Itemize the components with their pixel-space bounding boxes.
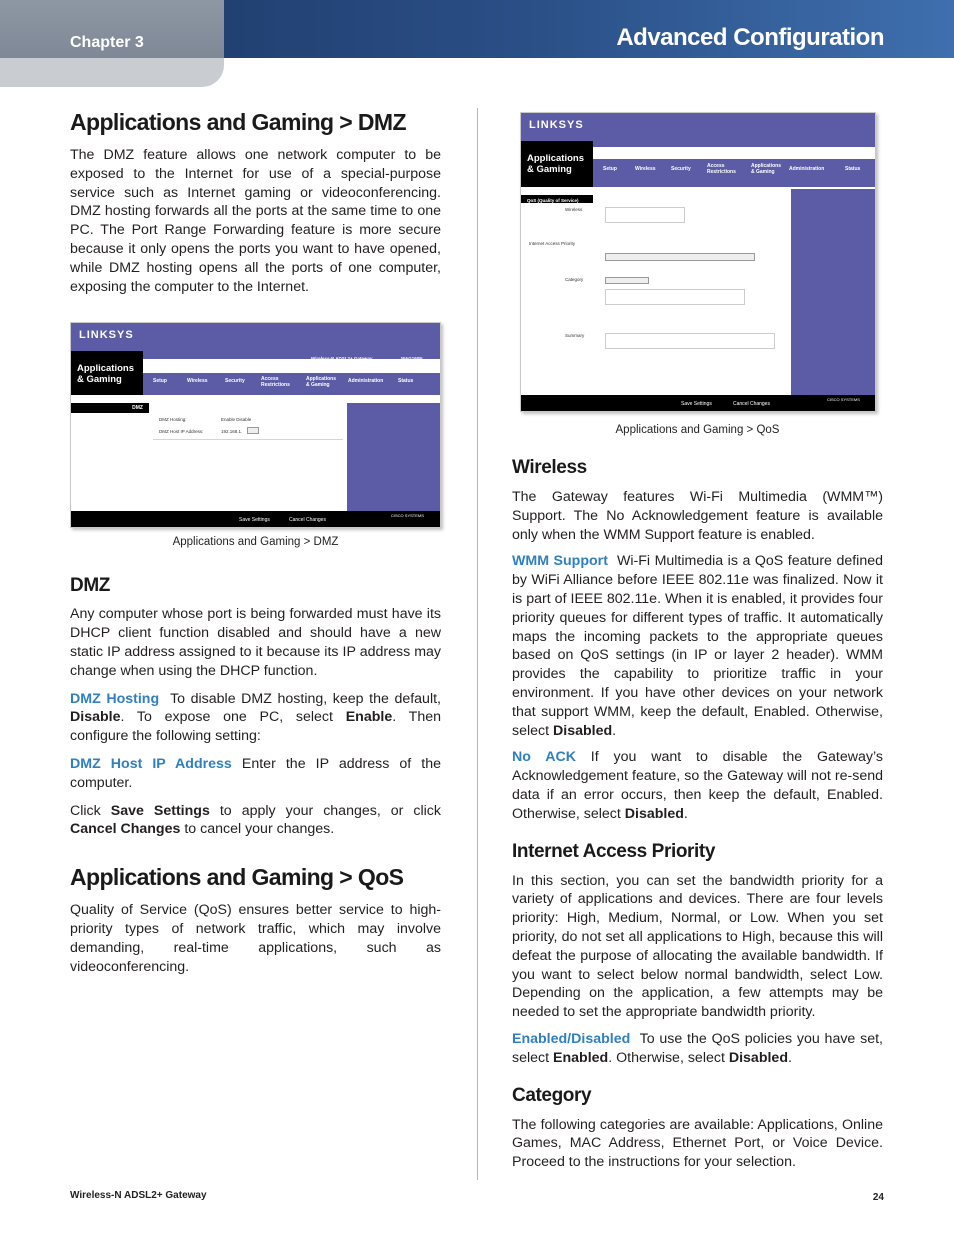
click-para <box>70 802 441 840</box>
page-title: Advanced Configuration <box>616 24 884 51</box>
qos-label-category: Category <box>565 277 584 282</box>
qos-heading: Applications and Gaming > QoS <box>70 864 404 891</box>
dmz-hosting-opts[interactable]: Enable Disable <box>221 417 252 423</box>
dmz-intro: The DMZ feature allows one network computer to be exposed to the Internet for use of a special-purpose service such as Internet gaming or videoconferencing. DMZ hosting forwards all the ports at the same time to one PC. The Port Range Forwarding feature is more secure because it only opens the ports you want to have opened, while DMZ hosting opens all the ports of one computer, exposing the computer to the Internet. <box>70 147 441 295</box>
side-label-2: QoS (Quality of Service) <box>527 198 579 203</box>
qos-label-iap: Internet Access Priority <box>529 241 576 246</box>
wmm-text: Wi-Fi Multimedia is a QoS feature defined by WiFi Alliance before IEEE 802.11e was finalized. Now it is part of IEEE 802.11e. When it is enabled, it provides four priority queues for different types of traffic. It automatically maps the incoming packets to the appropriate queues based on QoS settings (in IP or layer 2 header). WMM provides the capability to prioritize traffic in your environment. If you have other devices on your network that support WMM, keep the default, Enabled. Otherwise, select <box>512 553 883 739</box>
click-bold-1: Save Settings <box>110 802 210 819</box>
tab-apps-2[interactable]: Applications & Gaming <box>751 163 782 175</box>
dmz-hosting-text-2: . To expose one PC, select <box>120 709 333 726</box>
wireless-subheading: Wireless <box>512 457 587 478</box>
noack-text: If you want to disable the Gateway’s Acknowledgement feature, so the Gateway will not re-send data if an error occurs, then keep the default, Enabled. Otherwise, select <box>512 749 883 822</box>
tab-security[interactable]: Security <box>225 378 245 385</box>
click-bold-2: Cancel Changes <box>70 821 181 838</box>
model-name-2: WAG160N <box>841 147 863 152</box>
wmm-fields[interactable] <box>605 207 685 223</box>
ed-bold-1: Enabled <box>553 1049 609 1066</box>
tab-apps[interactable]: Applications & Gaming <box>306 376 337 389</box>
tab-access-2[interactable]: Access Restrictions <box>707 163 736 175</box>
product-name: Wireless-N ADSL2+ Gateway <box>311 356 373 362</box>
wmm-para: WMM Support Wi-Fi Multimedia is a QoS feature defined by WiFi Alliance before IEEE 802.11e was finalized. Now it is part of IEEE 802.11e. When it is enabled, it provides four priority queues for different types of traffic. It automatically maps the incoming packets to the appropriate queues based on QoS settings (in IP or layer 2 header). WMM provides the capability to prioritize traffic in your environment. If you have other devices on your network that support WMM, keep the default, Enabled. Otherwise, select Disabled. <box>512 553 883 739</box>
tab-status-2[interactable]: Status <box>845 166 861 172</box>
model-name: WAG160N <box>401 356 423 362</box>
category-select[interactable] <box>605 277 649 284</box>
page-number: 24 <box>872 1192 884 1203</box>
tab-admin-2[interactable]: Administration <box>789 166 825 172</box>
dmz-subheading: DMZ <box>70 575 110 597</box>
cisco-logo: CISCO SYSTEMS <box>391 513 424 519</box>
dmz-hosting-bold-1: Disable <box>70 709 121 726</box>
qos-caption: Applications and Gaming > QoS <box>615 424 780 436</box>
tab-bar-2 <box>593 159 876 187</box>
click-text-2: to apply your changes, or click <box>219 802 441 819</box>
enabled-disabled-para: Enabled/Disabled To use the QoS policies you have set, select Enabled. Otherwise, select Disabled. <box>512 1030 883 1066</box>
summary-table <box>605 333 775 349</box>
ed-text-1: To use the QoS policies you have set, select <box>512 1030 883 1066</box>
dmz-hosting-text-1: To disable DMZ hosting, keep the default, <box>170 690 441 707</box>
qos-screenshot <box>520 112 876 412</box>
dmz-host-ip-term: DMZ Host IP Address <box>70 755 232 772</box>
dmz-hosting-text-3: . Then configure the following setting: <box>70 709 441 745</box>
help-panel-2 <box>791 189 876 395</box>
dmz-heading: Applications and Gaming > DMZ <box>70 109 406 135</box>
save-settings-button-2[interactable]: Save Settings <box>681 401 712 407</box>
chapter-label: Chapter 3 <box>70 34 144 51</box>
dmz-ip-input[interactable] <box>247 427 259 434</box>
qos-label-wireless: Wireless <box>565 207 583 212</box>
cisco-logo-2: CISCO SYSTEMS <box>827 397 860 402</box>
wireless-text: The Gateway features Wi-Fi Multimedia (WMM™) Support. The No Acknowledgement feature is available only when the WMM Support feature is enabled. <box>512 489 883 543</box>
dmz-ip-value: 192.168.1. <box>221 429 243 435</box>
tab-security-2[interactable]: Security <box>671 166 691 172</box>
enabled-disabled-term: Enabled/Disabled <box>512 1030 631 1047</box>
noack-para: No ACK If you want to disable the Gateway’s Acknowledgement feature, so the Gateway will not re-send data if an error occurs, then keep the default, Enabled. Otherwise, select Disabled. <box>512 749 883 822</box>
tab-setup-2[interactable]: Setup <box>603 166 617 172</box>
iap-subheading: Internet Access Priority <box>512 840 715 862</box>
qos-label-summary: Summary <box>565 333 585 338</box>
category-text: The following categories are available: Applications, Online Games, MAC Address, Ethernet Port, or Voice Device. Proceed to the instructions for your selection. <box>512 1116 883 1171</box>
tab-access[interactable]: Access Restrictions <box>261 376 290 389</box>
tab-wireless-2[interactable]: Wireless <box>635 166 656 172</box>
wmm-term: WMM Support <box>512 553 608 570</box>
dmz-sub-text: Any computer whose port is being forwarded must have its DHCP client function disabled and should have a new static IP address assigned to it because its IP address may change when using the DHCP function. <box>70 606 441 679</box>
footer-product: Wireless-N ADSL2+ Gateway <box>70 1190 207 1201</box>
section-label: Applications & Gaming <box>77 363 135 386</box>
dmz-caption: Applications and Gaming > DMZ <box>172 536 339 549</box>
linksys-logo-2: LINKSYS <box>529 119 584 131</box>
wmm-bold: Disabled <box>553 722 613 739</box>
application-fields[interactable] <box>605 289 745 305</box>
side-label: DMZ <box>132 405 143 412</box>
left-column <box>70 108 441 976</box>
dmz-ip-label: DMZ Host IP Address: <box>159 429 204 435</box>
click-text-3: to cancel your changes. <box>184 821 335 838</box>
tab-setup[interactable]: Setup <box>153 378 167 385</box>
iap-text: In this section, you can set the bandwidth priority for a variety of applications and devices. There are four levels priority: High, Medium, Normal, or Low. When you set priority, do not set all applications to High, because this will defeat the purpose of allocating the available bandwidth. If you want to select below normal bandwidth, select Low. Depending on the application, a few attempts may be needed to set the appropriate bandwidth priority. <box>512 872 883 1021</box>
tab-wireless[interactable]: Wireless <box>187 378 208 385</box>
noack-bold: Disabled <box>624 805 684 822</box>
dmz-screenshot <box>70 322 441 528</box>
tab-bar <box>143 373 441 395</box>
dmz-hosting-para <box>70 690 441 746</box>
noack-term: No ACK <box>512 749 576 766</box>
cancel-changes-button-2[interactable]: Cancel Changes <box>733 401 770 407</box>
click-text-1: Click <box>70 802 101 819</box>
save-settings-button[interactable]: Save Settings <box>239 517 270 524</box>
cancel-changes-button[interactable]: Cancel Changes <box>289 517 326 524</box>
bandwidth-input[interactable] <box>605 253 755 261</box>
product-name-2: Wireless-N ADSL2+ Gateway <box>753 147 815 152</box>
dmz-hosting-bold-2: Enable <box>345 709 393 726</box>
qos-intro: Quality of Service (QoS) ensures better service to high-priority types of network traffic, which may involve demanding, real-time applications, such as videoconferencing. <box>70 902 441 975</box>
dmz-host-ip-text: Enter the IP address of the computer. <box>70 755 441 791</box>
dmz-hosting-term: DMZ Hosting <box>70 690 160 707</box>
tab-status[interactable]: Status <box>398 378 414 385</box>
ed-bold-2: Disabled <box>728 1049 788 1066</box>
section-label-2: Applications & Gaming <box>527 153 585 175</box>
category-subheading: Category <box>512 1084 592 1106</box>
dmz-hosting-label: DMZ Hosting: <box>159 417 187 423</box>
help-panel <box>347 403 441 511</box>
right-column <box>512 108 883 1172</box>
ed-text-2: . Otherwise, select <box>608 1049 725 1066</box>
linksys-logo: LINKSYS <box>79 329 134 342</box>
dmz-host-ip-para <box>70 755 441 793</box>
column-divider <box>477 108 478 1180</box>
tab-admin[interactable]: Administration <box>348 378 384 385</box>
